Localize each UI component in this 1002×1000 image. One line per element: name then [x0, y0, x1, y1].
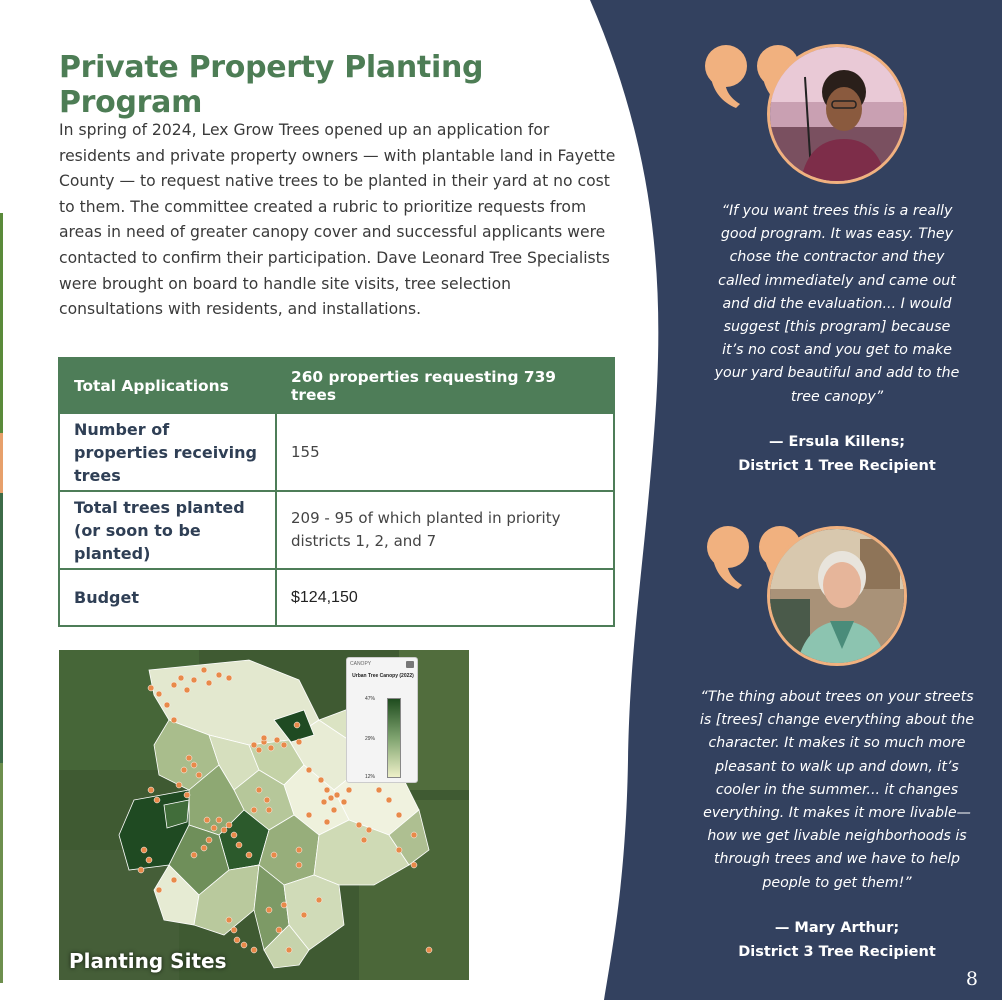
legend-tick: 29%	[365, 736, 376, 742]
legend-tick: 47%	[365, 696, 376, 702]
planting-sites-map[interactable]	[59, 650, 469, 980]
legend-color-ramp	[387, 698, 401, 778]
intro-paragraph: In spring of 2024, Lex Grow Trees opened up an application for residents and private property owners — with plantable land in Fayette County — to request native trees to be planted in their yard at no cost to them. The committee created a rubric to prioritize requests from areas in need of greater canopy cover and successful applicants were contacted to confirm their participation. Dave Leonard Tree Specialists were brought on board to handle site visits, tree selection consultations with residents, and installations.	[59, 121, 616, 319]
quote-attribution: — Ersula Killens; District 1 Tree Recipient	[738, 434, 936, 474]
table-header-label: Total Applications	[59, 358, 276, 413]
page-edge-strip	[0, 433, 3, 493]
table-row	[59, 413, 614, 491]
legend-tick: 12%	[365, 774, 376, 780]
page-title: Private Property Planting Program	[59, 50, 484, 120]
quote-text: “The thing about trees on your streets is [trees] change everything about the character. It makes it so much more pleasant to walk up and down, it’s cooler in the summer... it changes everything. It makes it more livable— how we get livable neighborhoods is through trees and we have to help people to get them!”	[699, 689, 975, 891]
table-row-label: Budget	[59, 569, 276, 626]
table-header-row	[59, 358, 614, 413]
table-row-value: 155	[276, 413, 614, 491]
program-stats-table	[58, 357, 615, 627]
map-label: Planting Sites	[69, 949, 227, 973]
table-row	[59, 491, 614, 569]
canopy-legend	[346, 657, 418, 783]
mary-arthur-photo	[767, 526, 907, 666]
table-row-label: Total trees planted (or soon to be planted)	[59, 491, 276, 569]
legend-panel-title: CANOPY	[350, 661, 372, 667]
page-edge-strip	[0, 213, 3, 433]
table-row	[59, 569, 614, 626]
table-row-label: Number of properties receiving trees	[59, 413, 276, 491]
legend-title: Urban Tree Canopy (2022)	[352, 673, 414, 679]
table-row-value: 209 - 95 of which planted in priority districts 1, 2, and 7	[276, 491, 614, 569]
page-edge-strip	[0, 493, 3, 763]
quote-text: “If you want trees this is a really good program. It was easy. They chose the contractor and they called immediately and came out and did the evaluation... I would suggest [this program] because it’s no cost and you get to make your yard beautiful and add to the tree canopy”	[714, 203, 960, 405]
legend-collapse-icon[interactable]	[406, 661, 414, 668]
ersula-killens-photo	[767, 44, 907, 184]
table-row-value: $124,150	[276, 569, 614, 626]
quote-attribution: — Mary Arthur; District 3 Tree Recipient	[738, 920, 936, 960]
page-number: 8	[965, 968, 978, 990]
table-header-value: 260 properties requesting 739 trees	[276, 358, 614, 413]
page-edge-strip	[0, 763, 3, 983]
